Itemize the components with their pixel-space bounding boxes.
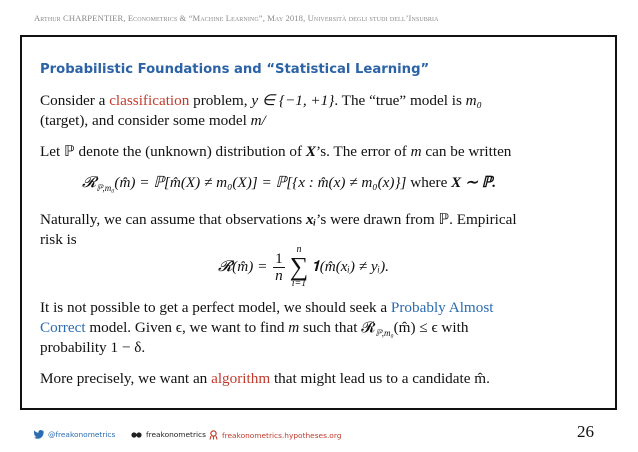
text: Consider a [40, 92, 110, 109]
footer-github[interactable] [131, 430, 206, 439]
text: (m̂) ≤ ϵ with [393, 319, 469, 336]
footer-blog[interactable] [209, 430, 341, 440]
math-inline: X [305, 143, 316, 160]
footer-twitter[interactable] [34, 430, 115, 439]
math-expression: 𝟏(m̂(xᵢ) ≠ yᵢ). [311, 258, 389, 275]
text: problem, [189, 92, 252, 109]
paragraph-4-line-1 [40, 299, 493, 317]
paragraph-4-line-3: probability 1 − δ. [40, 339, 146, 356]
summation [290, 245, 309, 289]
github-handle: freakonometrics [146, 430, 206, 439]
math-inline: xᵢ [305, 211, 317, 228]
blog-icon [209, 430, 218, 440]
twitter-handle: @freakonometrics [48, 430, 116, 439]
math-inline: y ∈ {−1, +1} [251, 92, 335, 109]
fraction-numerator: 1 [275, 249, 283, 267]
equation-error [82, 174, 496, 197]
twitter-icon [34, 430, 44, 439]
paragraph-3-line-2: risk is [40, 231, 77, 248]
math-inline: m/ [250, 112, 266, 129]
text: ’s were drawn from ℙ. Empirical [316, 211, 517, 228]
page-number: 26 [577, 422, 594, 441]
text: (target), and consider some model [40, 112, 251, 129]
blog-url: freakonometrics.hypotheses.org [222, 430, 342, 440]
text: such that 𝓡 [299, 319, 376, 336]
footer [34, 430, 624, 444]
paragraph-5 [40, 370, 490, 388]
sum-sign: ∑ [289, 252, 309, 281]
equation-empirical-risk [218, 245, 389, 289]
math-symbol: 𝓡 [82, 174, 97, 191]
paragraph-1-line-2 [40, 112, 266, 130]
fraction [273, 251, 285, 284]
math-expression: X ∼ ℙ. [451, 174, 497, 191]
text: model. Given ϵ, we want to find [85, 319, 289, 336]
math-inline: m₀ [465, 92, 482, 109]
link-correct[interactable]: Correct [40, 319, 86, 336]
text: Let ℙ denote the (unknown) distribution of [40, 143, 306, 160]
math-expression: (m̂) = ℙ[m̂(X) ≠ m₀(X)] = ℙ[{x : m̂(x) ≠ m₀(x)}] [114, 174, 407, 191]
slide-frame [20, 35, 617, 410]
paragraph-3-line-1 [40, 211, 517, 229]
text: It is not possible to get a perfect model, we should seek a [40, 299, 391, 316]
math-expression: 𝓡̂(m̂) = [218, 258, 272, 275]
paragraph-2 [40, 143, 511, 161]
math-inline: m [288, 319, 300, 336]
text: More precisely, we want an [40, 370, 212, 387]
text: where [406, 174, 452, 191]
text: ’s. The error of [315, 143, 411, 160]
math-subscript: ℙ,m₀ [375, 328, 394, 339]
text: that might lead us to a candidate m̂. [270, 370, 490, 387]
text: can be written [421, 143, 512, 160]
text: . The “true” model is [334, 92, 466, 109]
sum-lower: i=1 [291, 278, 307, 289]
math-subscript: ℙ,m₀ [96, 183, 115, 194]
math-inline: m [410, 143, 422, 160]
sum-upper: n [296, 244, 302, 255]
fraction-denominator: n [275, 266, 283, 284]
github-icon [131, 431, 142, 439]
paragraph-1-line-1 [40, 92, 482, 110]
link-probably-almost[interactable]: Probably Almost [390, 299, 494, 316]
link-algorithm[interactable]: algorithm [211, 370, 271, 387]
text: Naturally, we can assume that observations [40, 211, 306, 228]
link-classification[interactable]: classification [109, 92, 190, 109]
slide-title: Probabilistic Foundations and “Statistical Learning” [40, 62, 430, 77]
running-header: Arthur CHARPENTIER, Econometrics & “Machine Learning”, May 2018, Università degli studi dell’Insubria [34, 13, 439, 23]
